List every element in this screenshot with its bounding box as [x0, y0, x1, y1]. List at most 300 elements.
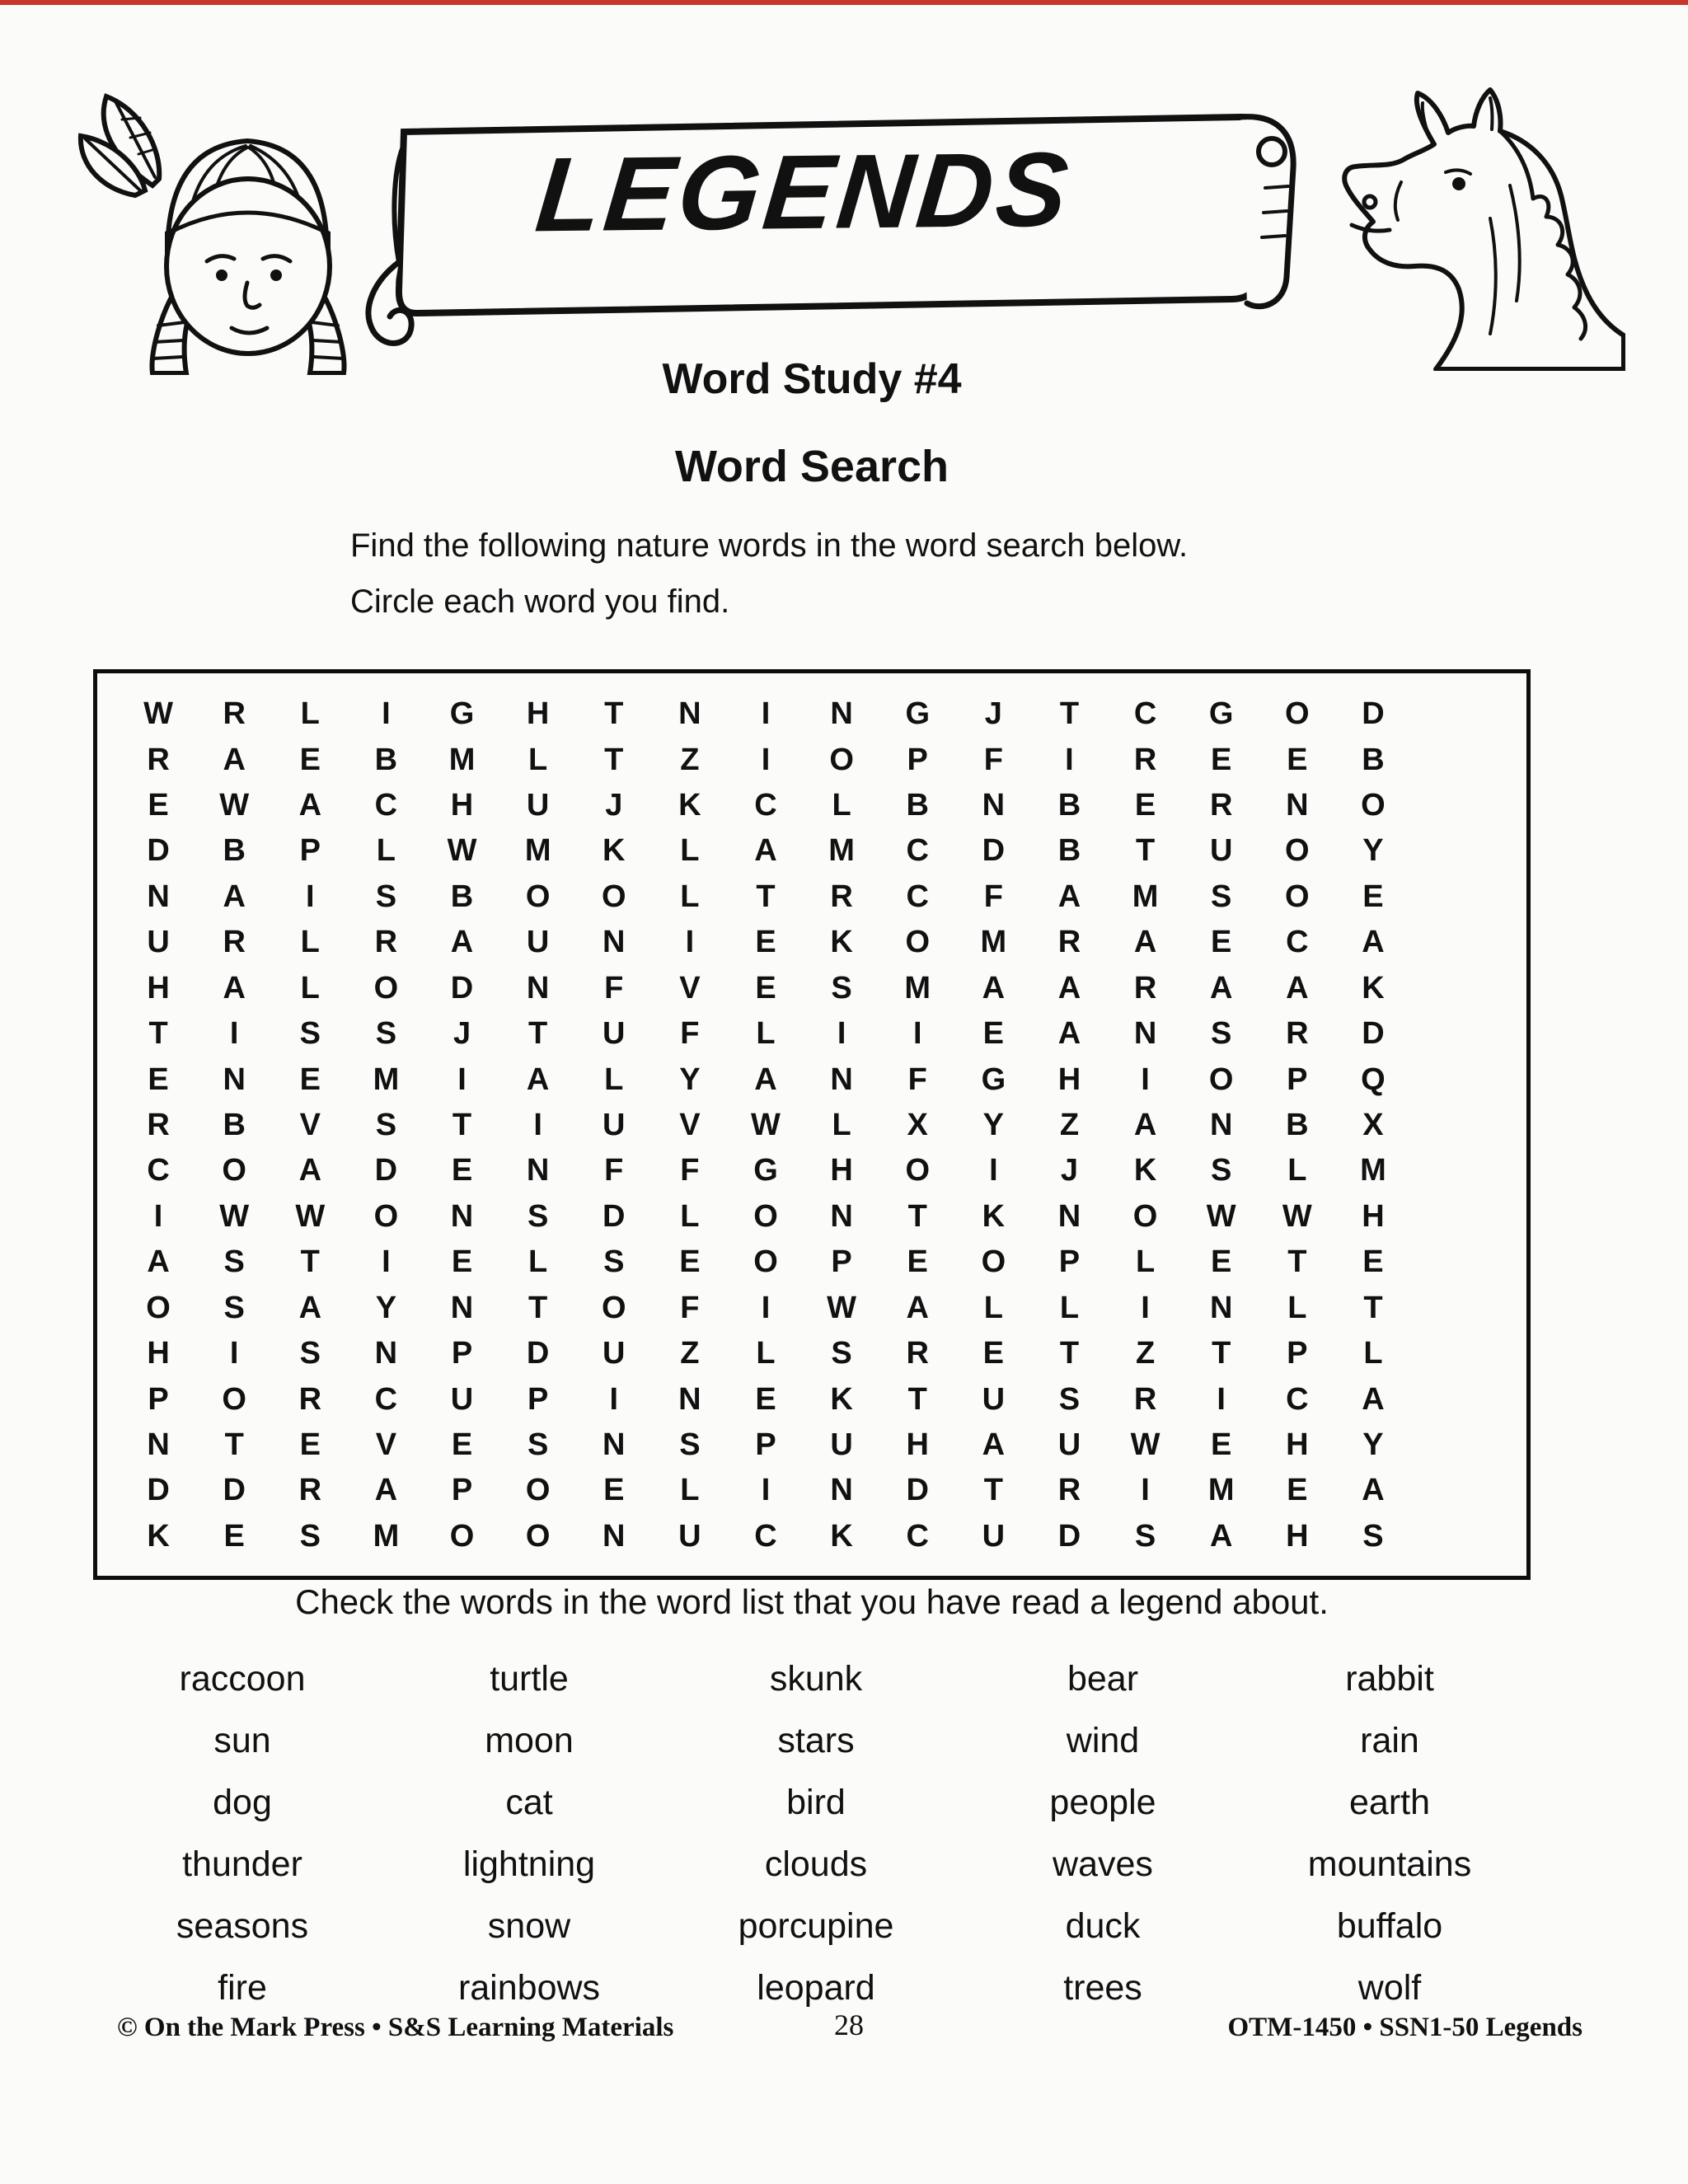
grid-letter: E: [982, 1016, 1005, 1052]
grid-letter: Y: [1362, 1427, 1384, 1462]
word-list-item: mountains: [1307, 1844, 1472, 1884]
word-list-item: bear: [1067, 1659, 1139, 1699]
grid-letter: R: [1133, 970, 1157, 1005]
grid-letter: I: [761, 1473, 771, 1508]
grid-letter: U: [526, 788, 550, 823]
grid-letter: O: [1361, 788, 1386, 823]
grid-letter: K: [1133, 1153, 1157, 1188]
word-search-box: [93, 669, 1531, 1580]
grid-letter: P: [1287, 1062, 1308, 1097]
grid-letter: H: [1286, 1427, 1309, 1462]
grid-letter: T: [528, 1016, 548, 1052]
grid-letter: Q: [1361, 1062, 1386, 1097]
grid-letter: U: [982, 1518, 1006, 1554]
grid-letter: V: [679, 970, 701, 1005]
grid-letter: S: [223, 1244, 245, 1280]
grid-letter: R: [298, 1381, 322, 1417]
grid-letter: O: [525, 1473, 551, 1508]
grid-letter: E: [1211, 925, 1232, 960]
grid-letter: S: [527, 1198, 549, 1234]
grid-letter: N: [603, 925, 626, 960]
grid-letter: C: [374, 788, 398, 823]
grid-letter: T: [604, 696, 624, 732]
grid-letter: D: [906, 1473, 929, 1508]
grid-letter: C: [1133, 696, 1157, 732]
grid-letter: N: [1057, 1198, 1081, 1234]
grid-letter: E: [755, 970, 776, 1005]
grid-letter: T: [907, 1381, 927, 1417]
grid-letter: M: [1132, 879, 1159, 914]
grid-letter: J: [452, 1016, 471, 1052]
grid-letter: J: [1060, 1153, 1079, 1188]
grid-letter: U: [450, 1381, 474, 1417]
grid-letter: E: [1211, 742, 1232, 777]
grid-letter: L: [1135, 1244, 1156, 1280]
grid-letter: W: [1206, 1198, 1236, 1234]
grid-letter: E: [907, 1244, 928, 1280]
grid-letter: N: [450, 1290, 474, 1325]
grid-letter: K: [830, 925, 853, 960]
grid-letter: E: [299, 1427, 321, 1462]
grid-letter: E: [299, 1062, 321, 1097]
word-list-item: turtle: [490, 1659, 569, 1699]
grid-letter: N: [1286, 788, 1309, 823]
word-list-item: sun: [213, 1721, 271, 1760]
word-list-item: wolf: [1357, 1968, 1422, 2008]
grid-letter: D: [450, 970, 474, 1005]
grid-letter: O: [525, 879, 551, 914]
grid-letter: M: [373, 1518, 400, 1554]
grid-letter: C: [374, 1381, 398, 1417]
grid-letter: F: [680, 1016, 700, 1052]
word-list-item: stars: [777, 1721, 855, 1760]
word-list: [99, 1648, 1533, 2019]
grid-letter: A: [982, 1427, 1006, 1462]
grid-letter: N: [1209, 1290, 1233, 1325]
grid-letter: N: [830, 696, 853, 732]
grid-letter: M: [828, 833, 855, 869]
grid-letter: O: [981, 1244, 1006, 1280]
grid-letter: R: [298, 1473, 322, 1508]
grid-letter: S: [1362, 1518, 1384, 1554]
grid-letter: M: [1207, 1473, 1235, 1508]
grid-letter: N: [1133, 1016, 1157, 1052]
grid-letter: C: [1286, 925, 1309, 960]
grid-letter: D: [1057, 1518, 1081, 1554]
grid-letter: P: [755, 1427, 776, 1462]
grid-letter: I: [761, 1290, 771, 1325]
grid-letter: N: [223, 1062, 246, 1097]
grid-letter: P: [148, 1381, 169, 1417]
grid-letter: R: [1209, 788, 1233, 823]
word-search-grid: [120, 691, 1411, 1559]
grid-letter: H: [450, 788, 474, 823]
grid-letter: S: [831, 970, 852, 1005]
grid-letter: G: [753, 1153, 778, 1188]
grid-letter: K: [830, 1518, 853, 1554]
grid-letter: R: [1133, 742, 1157, 777]
grid-letter: T: [1135, 833, 1156, 869]
grid-letter: O: [829, 742, 854, 777]
banner-title: LEGENDS: [531, 130, 1076, 255]
grid-letter: I: [533, 1107, 542, 1142]
grid-letter: E: [755, 925, 776, 960]
grid-letter: F: [983, 742, 1003, 777]
grid-letter: T: [1287, 1244, 1307, 1280]
grid-letter: L: [376, 833, 396, 869]
grid-letter: O: [222, 1153, 246, 1188]
grid-letter: L: [832, 1107, 851, 1142]
grid-letter: U: [1057, 1427, 1081, 1462]
grid-letter: L: [1363, 1336, 1383, 1371]
grid-letter: A: [1057, 970, 1081, 1005]
word-list-item: leopard: [757, 1968, 875, 2008]
grid-letter: M: [980, 925, 1007, 960]
grid-letter: T: [604, 742, 624, 777]
word-list-item: skunk: [769, 1659, 863, 1699]
grid-letter: C: [754, 1518, 777, 1554]
grid-letter: S: [223, 1290, 245, 1325]
grid-letter: U: [982, 1381, 1006, 1417]
grid-letter: I: [1065, 742, 1074, 777]
footer-copyright: © On the Mark Press • S&S Learning Materials: [117, 2013, 674, 2042]
grid-letter: N: [678, 1381, 701, 1417]
grid-letter: P: [451, 1473, 473, 1508]
grid-letter: L: [680, 1473, 700, 1508]
grid-letter: I: [609, 1381, 619, 1417]
grid-letter: A: [1057, 1016, 1081, 1052]
grid-letter: I: [912, 1016, 922, 1052]
grid-letter: F: [680, 1290, 700, 1325]
grid-letter: H: [906, 1427, 929, 1462]
instruction-line-1: Find the following nature words in the word search below.: [350, 527, 1189, 564]
grid-letter: R: [906, 1336, 929, 1371]
grid-letter: J: [984, 696, 1002, 732]
grid-letter: O: [905, 925, 930, 960]
grid-letter: L: [528, 1244, 548, 1280]
grid-letter: D: [374, 1153, 398, 1188]
grid-letter: L: [300, 696, 320, 732]
grid-letter: L: [1287, 1153, 1307, 1188]
grid-letter: O: [1285, 696, 1310, 732]
grid-letter: R: [1057, 925, 1081, 960]
word-list-item: raccoon: [179, 1659, 306, 1699]
grid-letter: T: [907, 1198, 927, 1234]
grid-letter: X: [1362, 1107, 1384, 1142]
grid-letter: H: [1362, 1198, 1385, 1234]
word-list-item: wind: [1066, 1721, 1140, 1760]
grid-letter: J: [605, 788, 623, 823]
grid-letter: H: [1057, 1062, 1081, 1097]
grid-letter: F: [604, 1153, 624, 1188]
grid-letter: R: [147, 1107, 170, 1142]
grid-letter: A: [1362, 925, 1385, 960]
grid-letter: K: [982, 1198, 1006, 1234]
grid-letter: Z: [1059, 1107, 1080, 1142]
grid-letter: O: [373, 970, 399, 1005]
footer-page-number: 28: [834, 2008, 864, 2041]
grid-letter: U: [603, 1336, 626, 1371]
grid-letter: A: [982, 970, 1006, 1005]
grid-letter: A: [1209, 1518, 1233, 1554]
grid-letter: W: [447, 833, 477, 869]
grid-letter: O: [601, 879, 626, 914]
grid-letter: V: [679, 1107, 701, 1142]
grid-letter: R: [147, 742, 170, 777]
grid-letter: R: [1133, 1381, 1157, 1417]
grid-letter: R: [374, 925, 398, 960]
grid-letter: N: [830, 1062, 853, 1097]
word-list-item: bird: [786, 1783, 846, 1822]
grid-letter: Y: [375, 1290, 397, 1325]
grid-letter: N: [603, 1427, 626, 1462]
grid-letter: I: [1217, 1381, 1226, 1417]
grid-letter: B: [450, 879, 474, 914]
grid-letter: N: [450, 1198, 474, 1234]
word-list-item: lightning: [462, 1844, 596, 1884]
grid-letter: O: [222, 1381, 246, 1417]
grid-letter: O: [1285, 833, 1310, 869]
grid-letter: P: [1287, 1336, 1308, 1371]
grid-letter: T: [1059, 1336, 1080, 1371]
grid-letter: I: [153, 1198, 163, 1234]
grid-letter: M: [904, 970, 931, 1005]
grid-letter: P: [299, 833, 321, 869]
grid-letter: P: [451, 1336, 473, 1371]
grid-letter: S: [375, 1016, 397, 1052]
grid-letter: L: [1287, 1290, 1307, 1325]
word-list-item: snow: [487, 1906, 571, 1946]
grid-letter: S: [1211, 1153, 1232, 1188]
grid-letter: E: [148, 788, 169, 823]
grid-letter: L: [756, 1336, 776, 1371]
grid-letter: E: [451, 1153, 473, 1188]
word-list-item: rain: [1360, 1721, 1419, 1760]
grid-letter: O: [146, 1290, 171, 1325]
grid-letter: T: [148, 1016, 168, 1052]
word-list-item: waves: [1053, 1844, 1153, 1884]
grid-letter: L: [1059, 1290, 1080, 1325]
grid-letter: S: [375, 879, 397, 914]
grid-letter: A: [754, 1062, 777, 1097]
grid-letter: C: [906, 833, 929, 869]
grid-letter: D: [147, 1473, 170, 1508]
grid-letter: N: [982, 788, 1006, 823]
word-list-item: fire: [218, 1968, 267, 2008]
grid-letter: I: [306, 879, 315, 914]
grid-letter: S: [603, 1244, 625, 1280]
grid-letter: S: [1211, 879, 1232, 914]
grid-letter: T: [528, 1290, 548, 1325]
word-search-heading: Word Search: [674, 442, 950, 491]
word-list-item: duck: [1065, 1906, 1141, 1946]
grid-letter: L: [680, 879, 700, 914]
grid-letter: W: [827, 1290, 857, 1325]
grid-letter: A: [223, 742, 246, 777]
grid-letter: C: [754, 788, 777, 823]
grid-letter: L: [756, 1016, 776, 1052]
grid-letter: D: [223, 1473, 246, 1508]
grid-letter: A: [1057, 879, 1081, 914]
grid-letter: A: [1286, 970, 1309, 1005]
grid-letter: S: [527, 1427, 549, 1462]
word-list-item: cat: [505, 1783, 553, 1822]
grid-letter: H: [830, 1153, 853, 1188]
grid-letter: I: [1141, 1290, 1150, 1325]
footer-product-code: OTM-1450 • SSN1-50 Legends: [1227, 2013, 1582, 2042]
word-list-item: dog: [213, 1783, 272, 1822]
grid-letter: A: [1133, 925, 1157, 960]
grid-letter: S: [831, 1336, 852, 1371]
grid-letter: S: [299, 1016, 321, 1052]
grid-letter: M: [1360, 1153, 1386, 1188]
grid-letter: P: [527, 1381, 549, 1417]
grid-letter: H: [147, 1336, 170, 1371]
grid-letter: F: [680, 1153, 700, 1188]
grid-letter: C: [1286, 1381, 1309, 1417]
grid-letter: Y: [982, 1107, 1005, 1142]
grid-letter: V: [299, 1107, 321, 1142]
grid-letter: B: [1362, 742, 1385, 777]
grid-letter: S: [679, 1427, 701, 1462]
word-study-heading: Word Study #4: [662, 355, 962, 403]
grid-letter: B: [223, 1107, 246, 1142]
grid-letter: H: [1286, 1518, 1309, 1554]
word-list-item: rabbit: [1345, 1659, 1434, 1699]
grid-letter: T: [1212, 1336, 1231, 1371]
grid-letter: I: [1141, 1473, 1150, 1508]
grid-letter: M: [524, 833, 551, 869]
grid-letter: A: [298, 788, 322, 823]
grid-letter: D: [147, 833, 170, 869]
grid-letter: C: [906, 879, 929, 914]
grid-letter: N: [603, 1518, 626, 1554]
grid-letter: H: [147, 970, 170, 1005]
grid-letter: L: [680, 833, 700, 869]
instruction-line-2: Circle each word you find.: [350, 583, 730, 620]
check-words-heading: Check the words in the word list that you have read a legend about.: [295, 1582, 1329, 1621]
grid-letter: N: [830, 1473, 853, 1508]
grid-letter: B: [906, 788, 929, 823]
grid-letter: W: [751, 1107, 781, 1142]
grid-letter: T: [300, 1244, 320, 1280]
grid-letter: O: [1132, 1198, 1158, 1234]
grid-letter: P: [831, 1244, 852, 1280]
grid-letter: R: [223, 925, 246, 960]
grid-letter: I: [761, 696, 771, 732]
grid-letter: R: [223, 696, 246, 732]
grid-letter: U: [526, 925, 550, 960]
grid-letter: E: [451, 1244, 473, 1280]
grid-letter: W: [219, 1198, 250, 1234]
grid-letter: B: [223, 833, 246, 869]
grid-letter: D: [526, 1336, 550, 1371]
scan-artifact-line: [0, 0, 1688, 5]
grid-letter: U: [603, 1107, 626, 1142]
grid-letter: U: [603, 1016, 626, 1052]
grid-letter: W: [143, 696, 173, 732]
grid-letter: M: [448, 742, 476, 777]
grid-letter: R: [830, 879, 853, 914]
grid-letter: B: [1057, 833, 1081, 869]
grid-letter: B: [1286, 1107, 1309, 1142]
word-list-item: earth: [1348, 1783, 1430, 1822]
grid-letter: Z: [680, 742, 700, 777]
grid-letter: T: [756, 879, 776, 914]
grid-letter: I: [761, 742, 771, 777]
grid-letter: B: [1057, 788, 1081, 823]
grid-letter: F: [907, 1062, 927, 1097]
grid-letter: I: [382, 696, 391, 732]
grid-letter: O: [1285, 879, 1310, 914]
grid-letter: I: [229, 1336, 239, 1371]
grid-letter: W: [219, 788, 250, 823]
grid-letter: C: [906, 1518, 929, 1554]
grid-letter: N: [1209, 1107, 1233, 1142]
grid-letter: I: [229, 1016, 239, 1052]
grid-letter: L: [300, 970, 320, 1005]
grid-letter: G: [1208, 696, 1234, 732]
grid-letter: A: [298, 1290, 322, 1325]
grid-letter: E: [1362, 879, 1384, 914]
grid-letter: W: [295, 1198, 326, 1234]
grid-letter: O: [525, 1518, 551, 1554]
grid-letter: W: [1130, 1427, 1160, 1462]
grid-letter: A: [1133, 1107, 1157, 1142]
grid-letter: E: [755, 1381, 776, 1417]
grid-letter: B: [374, 742, 398, 777]
grid-letter: H: [526, 696, 550, 732]
word-list-item: buffalo: [1336, 1906, 1443, 1946]
grid-letter: I: [457, 1062, 467, 1097]
grid-letter: S: [1058, 1381, 1081, 1417]
word-list-item: moon: [485, 1721, 574, 1760]
grid-letter: K: [147, 1518, 170, 1554]
grid-letter: I: [989, 1153, 998, 1188]
word-list-item: thunder: [182, 1844, 302, 1884]
grid-letter: A: [754, 833, 777, 869]
grid-letter: S: [375, 1107, 397, 1142]
grid-letter: P: [907, 742, 928, 777]
grid-letter: R: [1057, 1473, 1081, 1508]
grid-letter: L: [300, 925, 320, 960]
grid-letter: A: [374, 1473, 398, 1508]
grid-letter: A: [906, 1290, 929, 1325]
grid-letter: T: [1059, 696, 1080, 732]
word-list-item: trees: [1063, 1968, 1142, 2008]
grid-letter: S: [299, 1518, 321, 1554]
grid-letter: U: [830, 1427, 853, 1462]
grid-letter: T: [983, 1473, 1003, 1508]
grid-letter: E: [1287, 742, 1308, 777]
grid-letter: W: [1282, 1198, 1312, 1234]
grid-letter: P: [1058, 1244, 1081, 1280]
grid-letter: E: [982, 1336, 1005, 1371]
grid-letter: K: [603, 833, 626, 869]
grid-letter: E: [451, 1427, 473, 1462]
grid-letter: A: [1362, 1381, 1385, 1417]
grid-letter: E: [1287, 1473, 1308, 1508]
grid-letter: N: [678, 696, 701, 732]
grid-letter: O: [753, 1198, 778, 1234]
grid-letter: I: [837, 1016, 846, 1052]
grid-letter: A: [223, 879, 246, 914]
grid-letter: Y: [1362, 833, 1384, 869]
grid-letter: R: [1286, 1016, 1309, 1052]
grid-letter: E: [1362, 1244, 1384, 1280]
grid-letter: G: [905, 696, 930, 732]
grid-letter: T: [452, 1107, 472, 1142]
